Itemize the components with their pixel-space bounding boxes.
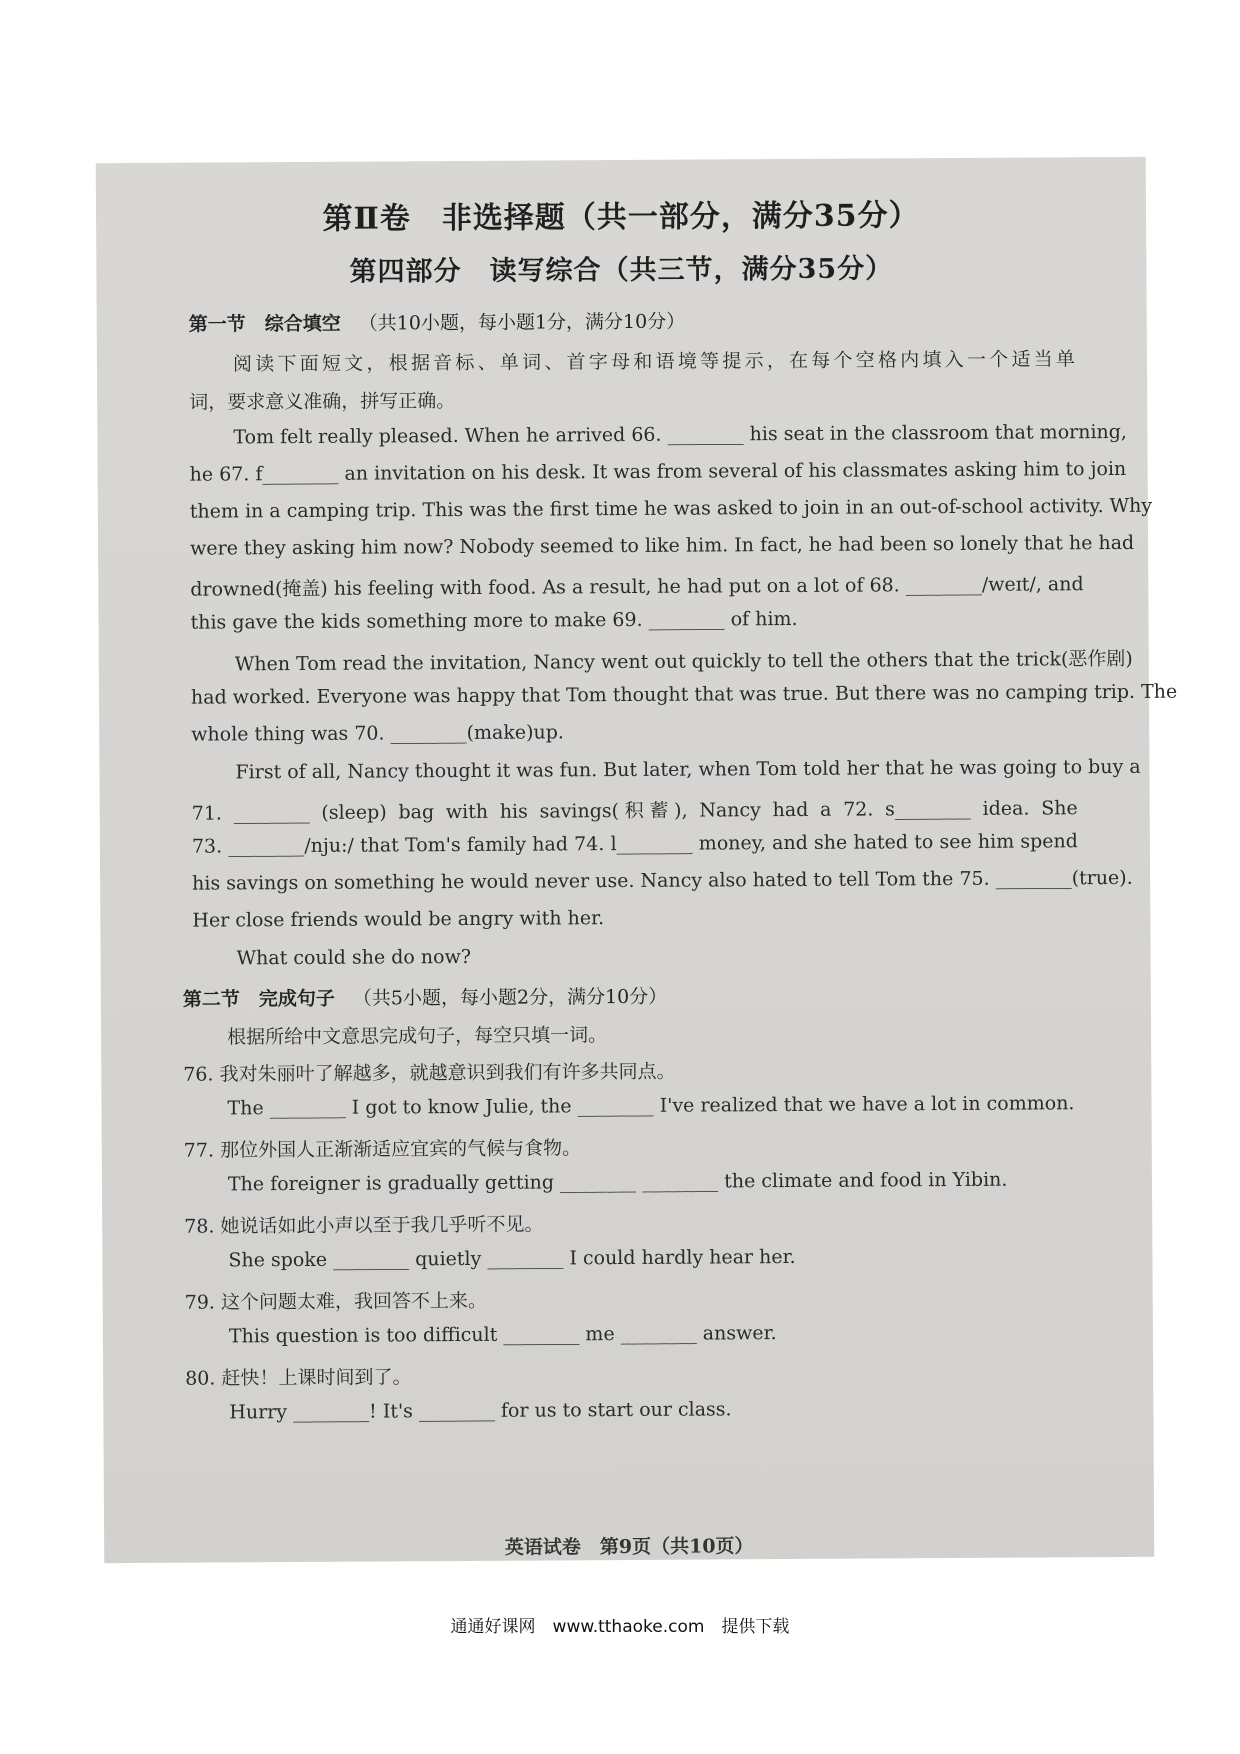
question-number: 76. <box>183 1063 214 1086</box>
passage-line: he 67. f________ an invitation on his desk. It was from several of his classmates asking him to join <box>189 457 1127 486</box>
section1-label: 第一节 综合填空 <box>188 312 341 336</box>
section2-heading <box>183 982 668 1012</box>
answer-line-80: Hurry ________! It's ________ for us to start our class. <box>229 1398 732 1424</box>
question-number: 78. <box>184 1215 215 1238</box>
passage-line: his savings on something he would never use. Nancy also hated to tell Tom the 75. ________(true). <box>192 866 1133 895</box>
question-chinese: 这个问题太难，我回答不上来。 <box>220 1289 488 1314</box>
passage-line: had worked. Everyone was happy that Tom thought that was true. But there was no camping trip. The <box>190 680 1178 709</box>
question-chinese: 那位外国人正渐渐适应宜宾的气候与食物。 <box>219 1137 582 1162</box>
part-title: 第Ⅱ卷 非选择题（共一部分，满分35分） <box>322 198 920 237</box>
answer-line-76: The ________ I got to know Julie, the ________ I've realized that we have a lot in common. <box>227 1092 1075 1120</box>
passage-line: What could she do now? <box>236 945 472 970</box>
passage-line: this gave the kids something more to make 69. ________ of him. <box>190 607 798 634</box>
question-number: 77. <box>183 1139 215 1162</box>
question-chinese: 赶快！上课时间到了。 <box>221 1366 412 1390</box>
passage-line: whole thing was 70. ________(make)up. <box>191 721 564 746</box>
section-title: 第四部分 读写综合（共三节，满分35分） <box>349 253 894 288</box>
section1-instruction-line: 阅读下面短文，根据音标、单词、首字母和语境等提示，在每个空格内填入一个适当单 <box>232 348 1076 376</box>
section1-instruction-line: 词，要求意义准确，拼写正确。 <box>189 390 456 414</box>
answer-line-78: She spoke ________ quietly ________ I could hardly hear her. <box>228 1245 796 1272</box>
passage-line: Tom felt really pleased. When he arrived 66. ________ his seat in the classroom that morning, <box>233 420 1128 449</box>
question-79 <box>185 1286 487 1315</box>
passage-line: them in a camping trip. This was the first time he was asked to join in an out-of-school activity. Why <box>189 494 1153 523</box>
passage-line: 71. ________ (sleep) bag with his savings(积蓄), Nancy had a 72. s________ idea. She <box>191 797 1078 825</box>
section1-spec: （共10小题，每小题1分，满分10分） <box>358 310 686 335</box>
answer-line-77: The foreigner is gradually getting ________ ________ the climate and food in Yibin. <box>227 1168 1008 1196</box>
question-chinese: 她说话如此小声以至于我几乎听不见。 <box>220 1213 544 1238</box>
passage-line: drowned(掩盖) his feeling with food. As a result, he had put on a lot of 68. ________/weɪt/, and <box>190 573 1084 601</box>
passage-line: 73. ________/nju:/ that Tom's family had 74. l________ money, and she hated to see him spend <box>191 830 1078 858</box>
passage-line: Her close friends would be angry with her. <box>192 907 605 932</box>
passage-line: First of all, Nancy thought it was fun. But later, when Tom told her that he was going to buy a <box>235 755 1141 784</box>
question-78 <box>184 1210 543 1239</box>
section2-instruction: 根据所给中文意思完成句子，每空只填一词。 <box>227 1024 608 1049</box>
section2-spec: （共5小题，每小题2分，满分10分） <box>352 985 668 1010</box>
question-76 <box>183 1057 675 1087</box>
passage-line: were they asking him now? Nobody seemed to like him. In fact, he had been so lonely that he had <box>190 531 1135 560</box>
question-number: 80. <box>185 1367 216 1390</box>
question-number: 79. <box>184 1291 215 1314</box>
page-footer: 英语试卷 第9页（共10页） <box>504 1535 754 1559</box>
section2-label: 第二节 完成句子 <box>182 987 335 1011</box>
question-80 <box>185 1362 411 1390</box>
answer-line-79: This question is too difficult ________ me ________ answer. <box>228 1322 777 1348</box>
download-credit: 通通好课网 www.tthaoke.com 提供下载 <box>450 1617 790 1637</box>
passage-line: When Tom read the invitation, Nancy went out quickly to tell the others that the trick(恶作剧) <box>234 647 1133 676</box>
section1-heading <box>189 307 686 337</box>
question-77 <box>184 1133 581 1162</box>
question-chinese: 我对朱丽叶了解越多，就越意识到我们有许多共同点。 <box>219 1060 676 1086</box>
exam-page <box>96 157 1178 1563</box>
